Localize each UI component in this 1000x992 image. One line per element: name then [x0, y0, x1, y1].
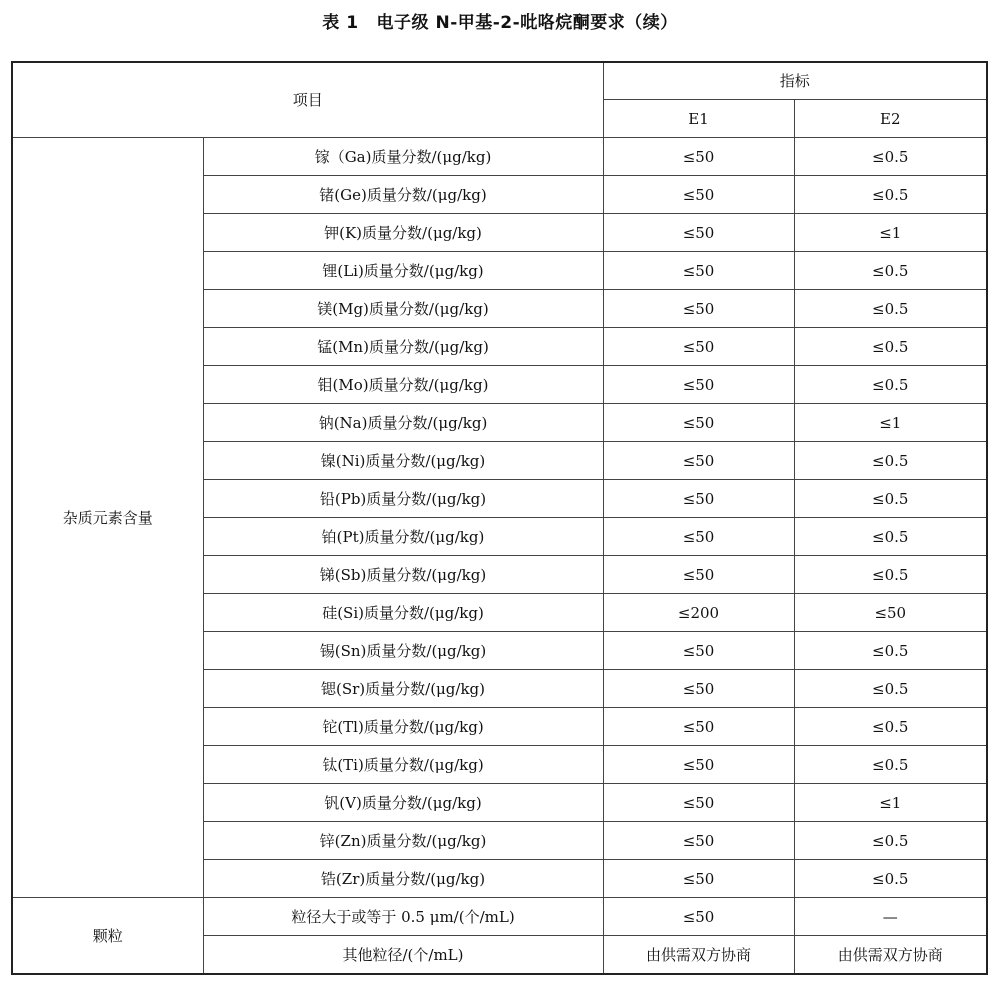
e1-cell: ≤50: [603, 480, 794, 518]
item-cell: 锗(Ge)质量分数/(μg/kg): [203, 176, 603, 214]
e2-cell: ≤0.5: [794, 480, 987, 518]
item-cell: 钾(K)质量分数/(μg/kg): [203, 214, 603, 252]
item-cell: 镓（Ga)质量分数/(μg/kg): [203, 138, 603, 176]
e2-cell: —: [794, 898, 987, 936]
item-cell: 锌(Zn)质量分数/(μg/kg): [203, 822, 603, 860]
requirements-table: [11, 61, 988, 975]
table-row: [12, 898, 987, 936]
e2-cell: ≤0.5: [794, 746, 987, 784]
item-cell: 镁(Mg)质量分数/(μg/kg): [203, 290, 603, 328]
e1-cell: ≤50: [603, 708, 794, 746]
e1-cell: ≤50: [603, 176, 794, 214]
e2-cell: ≤0.5: [794, 670, 987, 708]
e2-cell: ≤0.5: [794, 632, 987, 670]
item-cell: 铅(Pb)质量分数/(μg/kg): [203, 480, 603, 518]
e2-cell: ≤1: [794, 784, 987, 822]
item-cell: 钼(Mo)质量分数/(μg/kg): [203, 366, 603, 404]
table-row: [12, 138, 987, 176]
item-cell: 其他粒径/(个/mL): [203, 936, 603, 975]
e1-cell: ≤50: [603, 898, 794, 936]
e1-cell: ≤50: [603, 442, 794, 480]
e2-cell: ≤0.5: [794, 252, 987, 290]
e1-cell: 由供需双方协商: [603, 936, 794, 975]
item-cell: 钛(Ti)质量分数/(μg/kg): [203, 746, 603, 784]
header-row: [12, 62, 987, 100]
e2-cell: ≤0.5: [794, 822, 987, 860]
item-cell: 锰(Mn)质量分数/(μg/kg): [203, 328, 603, 366]
e1-cell: ≤50: [603, 860, 794, 898]
e1-cell: ≤50: [603, 214, 794, 252]
e1-cell: ≤50: [603, 518, 794, 556]
e1-cell: ≤200: [603, 594, 794, 632]
table-title: [0, 8, 1000, 36]
e1-cell: ≤50: [603, 746, 794, 784]
header-indicator: 指标: [603, 62, 987, 100]
item-cell: 锂(Li)质量分数/(μg/kg): [203, 252, 603, 290]
e1-cell: ≤50: [603, 670, 794, 708]
item-cell: 锆(Zr)质量分数/(μg/kg): [203, 860, 603, 898]
e1-cell: ≤50: [603, 366, 794, 404]
e2-cell: ≤0.5: [794, 556, 987, 594]
item-cell: 镍(Ni)质量分数/(μg/kg): [203, 442, 603, 480]
e2-cell: ≤0.5: [794, 176, 987, 214]
e1-cell: ≤50: [603, 822, 794, 860]
e2-cell: ≤0.5: [794, 290, 987, 328]
e1-cell: ≤50: [603, 632, 794, 670]
item-cell: 铂(Pt)质量分数/(μg/kg): [203, 518, 603, 556]
e2-cell: ≤0.5: [794, 328, 987, 366]
item-cell: 粒径大于或等于 0.5 μm/(个/mL): [203, 898, 603, 936]
table-caption: 电子级 N-甲基-2-吡咯烷酮要求（续）: [376, 13, 678, 33]
e2-cell: ≤0.5: [794, 708, 987, 746]
e2-cell: ≤0.5: [794, 138, 987, 176]
e1-cell: ≤50: [603, 404, 794, 442]
e2-cell: ≤0.5: [794, 518, 987, 556]
item-cell: 钒(V)质量分数/(μg/kg): [203, 784, 603, 822]
category-cell: 杂质元素含量: [12, 138, 203, 898]
e1-cell: ≤50: [603, 784, 794, 822]
table-number: 表 1: [322, 13, 359, 33]
e2-cell: ≤1: [794, 214, 987, 252]
e1-cell: ≤50: [603, 328, 794, 366]
category-cell: 颗粒: [12, 898, 203, 975]
header-e1: E1: [603, 100, 794, 138]
header-e2: E2: [794, 100, 987, 138]
e2-cell: ≤0.5: [794, 860, 987, 898]
item-cell: 铊(Tl)质量分数/(μg/kg): [203, 708, 603, 746]
item-cell: 锑(Sb)质量分数/(μg/kg): [203, 556, 603, 594]
e2-cell: ≤0.5: [794, 366, 987, 404]
item-cell: 钠(Na)质量分数/(μg/kg): [203, 404, 603, 442]
e1-cell: ≤50: [603, 252, 794, 290]
header-item: 项目: [12, 62, 603, 138]
item-cell: 锶(Sr)质量分数/(μg/kg): [203, 670, 603, 708]
e2-cell: ≤1: [794, 404, 987, 442]
e1-cell: ≤50: [603, 556, 794, 594]
e1-cell: ≤50: [603, 290, 794, 328]
e1-cell: ≤50: [603, 138, 794, 176]
e2-cell: ≤50: [794, 594, 987, 632]
e2-cell: 由供需双方协商: [794, 936, 987, 975]
item-cell: 锡(Sn)质量分数/(μg/kg): [203, 632, 603, 670]
item-cell: 硅(Si)质量分数/(μg/kg): [203, 594, 603, 632]
e2-cell: ≤0.5: [794, 442, 987, 480]
